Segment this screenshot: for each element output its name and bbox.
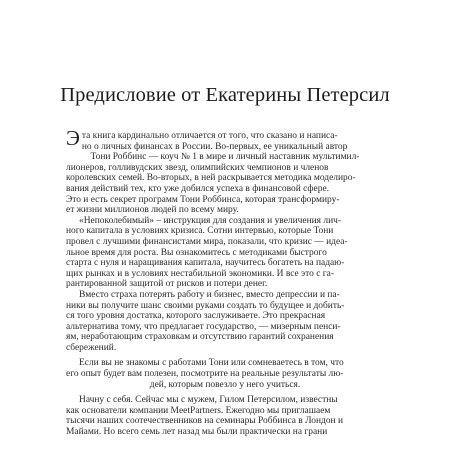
text-line: ного капитала в условиях кризиса. Сотни интервью, которые Тони bbox=[66, 226, 334, 237]
text-line: ся того уровня достатка, которого заслуживаете. Это прекрасная bbox=[66, 311, 326, 322]
text-line: альтернатива тому, что предлагает государство, — мизерным пенси- bbox=[66, 321, 341, 332]
text-line: королевских семей. Во-вторых, в ней раскрывается методика моделиро- bbox=[66, 173, 356, 184]
text-line: рантированной защитой от рисков и потери денег. bbox=[66, 279, 268, 290]
text-line: сбережений. bbox=[66, 342, 117, 353]
text-line: Начну с себя. Сейчас мы с мужем, Гилом Петерсилом, известны bbox=[79, 395, 338, 406]
paragraph-3 bbox=[66, 290, 384, 354]
text-line: ет жизни миллионов людей по всему миру. bbox=[66, 205, 239, 216]
text-line: льное время для роста. Вы ознакомитесь с методиками быстрого bbox=[66, 247, 327, 258]
text-line: вания действий тех, кто уже добился успеха в финансовой сфере. bbox=[66, 183, 330, 194]
text-line: тысячи наших соотечественников на семинары Роббинса в Лондон и bbox=[66, 416, 344, 427]
text-line: Майами. Но всего семь лет назад мы были практически на грани bbox=[66, 427, 328, 438]
text-line: но о личных финансах в России. Во-первых, ее уникальный автор bbox=[81, 141, 348, 152]
page-title: Предисловие от Екатерины Петерсил bbox=[60, 84, 390, 106]
paragraph-5 bbox=[66, 395, 384, 437]
paragraph-1 bbox=[66, 126, 384, 216]
text-line: Вместо страха потерять работу и бизнес, вместо депрессии и па- bbox=[79, 289, 340, 300]
text-line: «Непоколебимый» – инструкция для создания и увеличения лич- bbox=[79, 215, 342, 226]
text-line: старта с нуля и наращивания капитала, научитесь богатеть на падаю- bbox=[66, 258, 345, 269]
paragraph-2 bbox=[66, 216, 384, 290]
text-line: ники вы получите шанс своими руками создать то будущее и добить- bbox=[66, 300, 345, 311]
drop-cap: Э bbox=[66, 126, 80, 150]
text-line: ям, неработающим страховкам и отсутствию гарантий сохранения bbox=[66, 332, 334, 343]
text-line: как основатели компании MeetPartners. Ежегодно мы приглашаем bbox=[66, 405, 331, 416]
text-line: провел с лучшими финансистами мира, показали, что кризис — идеа- bbox=[66, 236, 348, 247]
text-line-content: та книга кардинально отличается от того, что сказано и написа- bbox=[81, 131, 338, 141]
text-line: лионеров, голливудских звезд, олимпийских чемпионов и членов bbox=[66, 162, 329, 173]
text-line: Если вы не знакомы с работами Тони или сомневаетесь в том, что bbox=[79, 358, 344, 369]
text-line: его опыт будет вам полезен, посмотрите на реальные результаты лю- bbox=[66, 369, 344, 380]
text-line: Тони Роббинс — коуч № 1 в мире и личный наставник мультимил- bbox=[90, 152, 360, 163]
text-line: дей, которым повезло у него учиться. bbox=[149, 379, 301, 390]
paragraph-4 bbox=[66, 358, 384, 390]
body-text bbox=[66, 126, 384, 438]
text-line: Это и есть секрет программ Тони Роббинса, которая трансформиру- bbox=[66, 194, 340, 205]
text-line: щих рынках и в условиях нестабильной экономики. И все это с га- bbox=[66, 268, 334, 279]
